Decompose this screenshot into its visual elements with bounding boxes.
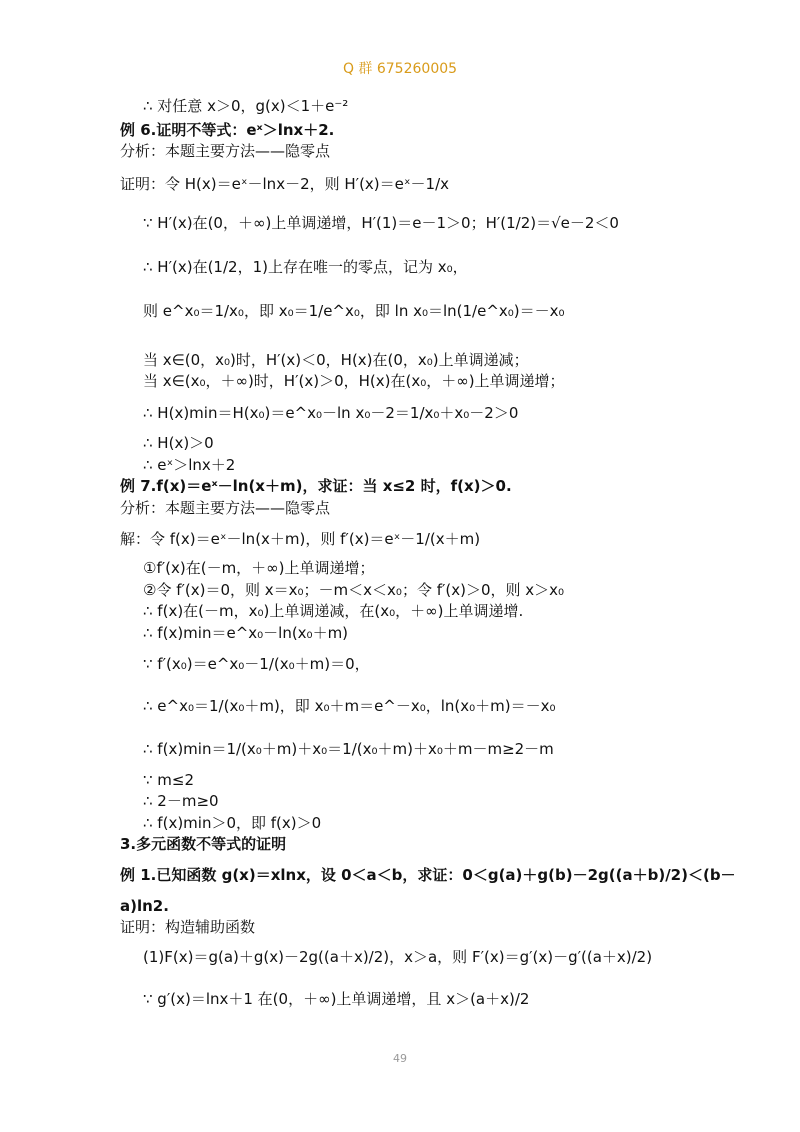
text-line: ②令 f′(x)＝0，则 x＝x₀；－m＜x＜x₀；令 f′(x)＞0，则 x＞x₀ [143,581,565,599]
text-line: 例 1.已知函数 g(x)＝xlnx，设 0＜a＜b，求证：0＜g(a)＋g(b)－2g((a＋b)/2)＜(b－ [120,866,736,884]
header-qq-group: Q 群 675260005 [342,61,458,77]
text-line: (1)F(x)＝g(a)＋g(x)－2g((a＋x)/2)，x＞a，则 F′(x)＝g′(x)－g′((a＋x)/2) [143,948,653,966]
text-line: ∵ H′(x)在(0，＋∞)上单调递增，H′(1)＝e－1＞0；H′(1/2)＝√e－2＜0 [143,214,619,232]
text-line: ∴ f(x)min＝e^x₀－ln(x₀＋m) [143,624,349,642]
text-line: a)ln2. [120,897,169,915]
text-line: ∴ e^x₀＝1/(x₀＋m)，即 x₀＋m＝e^－x₀，ln(x₀＋m)＝－x₀ [143,697,556,715]
text-line: ∴ H′(x)在(1/2，1)上存在唯一的零点，记为 x₀， [143,258,468,276]
text-line: ∴ 对任意 x＞0，g(x)＜1＋e⁻² [143,97,349,115]
text-line: 3.多元函数不等式的证明 [120,835,287,853]
text-line: ∴ 2－m≥0 [143,792,219,810]
page-number: 49 [393,1052,407,1065]
text-line: ∴ f(x)在(－m，x₀)上单调递减，在(x₀，＋∞)上单调递增. [143,602,524,620]
text-line: ∴ f(x)min＝1/(x₀＋m)＋x₀＝1/(x₀＋m)＋x₀＋m－m≥2－m [143,740,554,758]
text-line: 分析：本题主要方法——隐零点 [120,499,331,517]
text-line: ∴ H(x)min＝H(x₀)＝e^x₀－ln x₀－2＝1/x₀＋x₀－2＞0 [143,404,519,422]
text-line: ∵ g′(x)＝lnx＋1 在(0，＋∞)上单调递增，且 x＞(a＋x)/2 [143,990,530,1008]
text-line: 当 x∈(0，x₀)时，H′(x)＜0，H(x)在(0，x₀)上单调递减； [143,351,529,369]
text-line: ∵ m≤2 [143,771,195,789]
text-line: ∴ f(x)min＞0，即 f(x)＞0 [143,814,322,832]
text-line: 解：令 f(x)＝eˣ－ln(x＋m)，则 f′(x)＝eˣ－1/(x＋m) [120,530,481,548]
text-line: 例 6.证明不等式：eˣ＞lnx＋2. [120,121,335,139]
text-line: 则 e^x₀＝1/x₀，即 x₀＝1/e^x₀，即 ln x₀＝ln(1/e^x₀)＝－x₀ [143,302,565,320]
text-line: 证明：令 H(x)＝eˣ－lnx－2，则 H′(x)＝eˣ－1/x [120,175,450,193]
text-line: ∵ f′(x₀)＝e^x₀－1/(x₀＋m)＝0， [143,655,370,673]
text-line: ①f′(x)在(－m，＋∞)上单调递增； [143,559,375,577]
text-line: 例 7.f(x)＝eˣ－ln(x＋m)，求证：当 x≤2 时，f(x)＞0. [120,477,512,495]
text-line: 当 x∈(x₀，＋∞)时，H′(x)＞0，H(x)在(x₀，＋∞)上单调递增； [143,372,565,390]
text-line: ∴ eˣ＞lnx＋2 [143,456,236,474]
text-line: 分析：本题主要方法——隐零点 [120,142,331,160]
text-line: 证明：构造辅助函数 [120,918,256,936]
text-line: ∴ H(x)＞0 [143,434,214,452]
